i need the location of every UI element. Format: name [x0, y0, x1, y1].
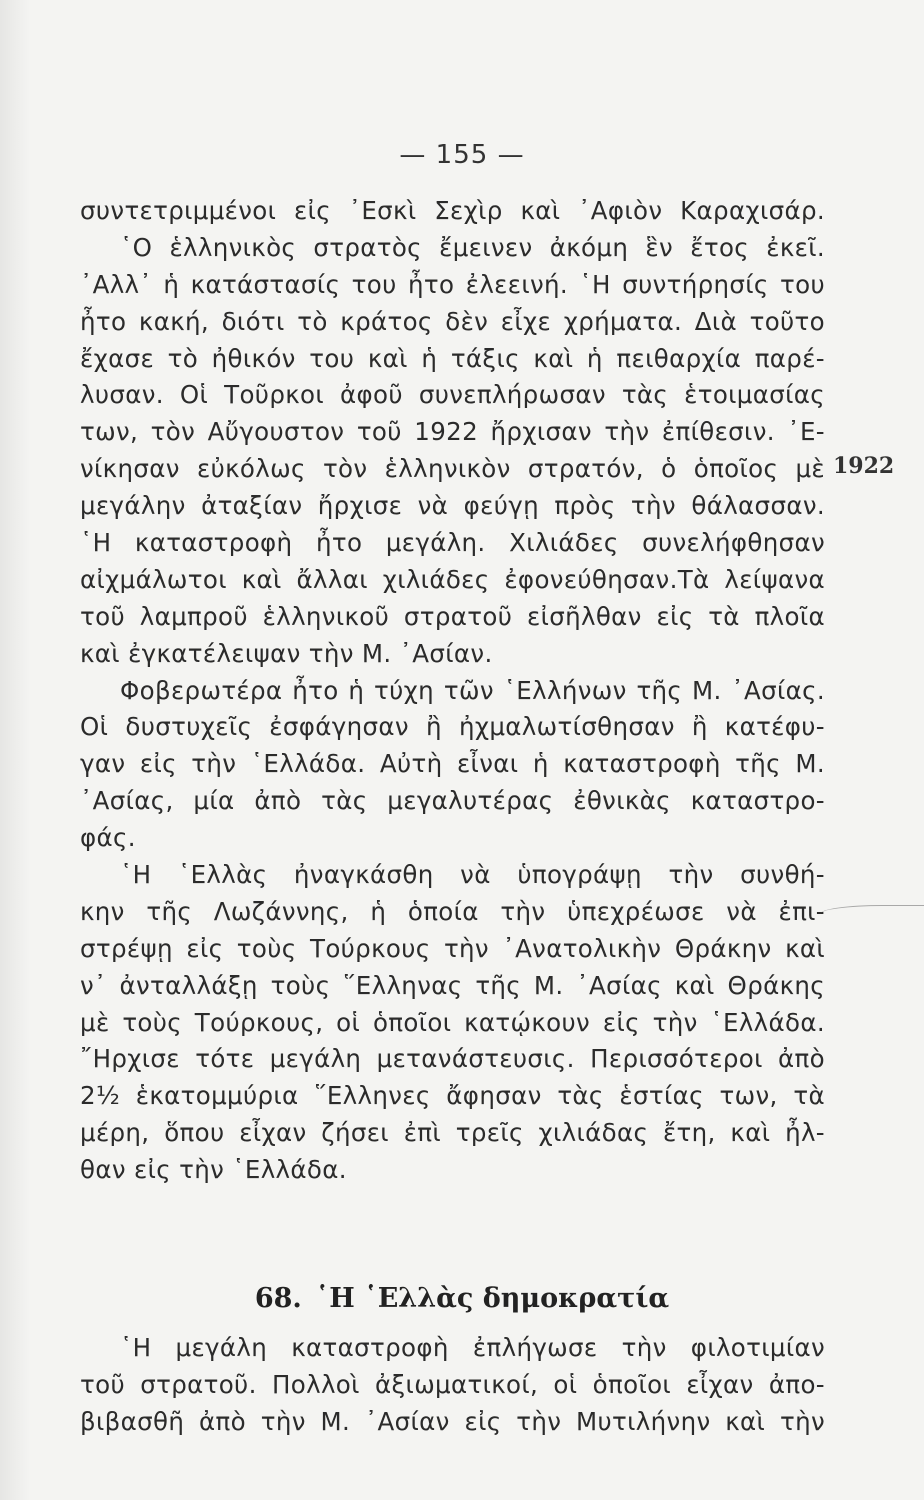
text-line: τοῦ στρατοῦ. Πολλοὶ ἀξιωματικοί, οἱ ὁποῖοι εἶχαν ἀπο-	[80, 1369, 825, 1399]
text-line: μεγάλην ἀταξίαν ἤρχισε νὰ φεύγῃ πρὸς τὴν θάλασσαν.	[80, 491, 825, 521]
text-line: μὲ τοὺς Τούρκους, οἱ ὁποῖοι κατῴκουν εἰς τὴν ῾Ελλάδα.	[80, 1007, 825, 1037]
section-title: ῾Η ῾Ελλὰς δημοκρατία	[315, 1283, 670, 1314]
pencil-mark	[820, 905, 924, 920]
text-line: ν᾿ ἀνταλλάξῃ τοὺς ῞Ελληνας τῆς Μ. ᾿Ασίας καὶ Θράκης	[80, 970, 825, 1000]
text-line: ῾Ο ἑλληνικὸς στρατὸς ἔμεινεν ἀκόμη ἓν ἔτος ἐκεῖ.	[120, 232, 825, 262]
text-line: νίκησαν εὐκόλως τὸν ἑλληνικὸν στρατόν, ὁ ὁποῖος μὲ	[80, 454, 825, 484]
text-line: ῾Η μεγάλη καταστροφὴ ἐπλήγωσε τὴν φιλοτιμίαν	[120, 1333, 825, 1362]
text-line: τοῦ λαμπροῦ ἑλληνικοῦ στρατοῦ εἰσῆλθαν εἰς τὰ πλοῖα	[80, 601, 825, 631]
text-line: συντετριμμένοι εἰς ᾿Εσκὶ Σεχὶρ καὶ ᾿Αφιὸν Καραχισάρ.	[80, 196, 825, 225]
text-line: ᾿Ασίας, μία ἀπὸ τὰς μεγαλυτέρας ἐθνικὰς καταστρο-	[80, 786, 825, 816]
text-line: αἰχμάλωτοι καὶ ἄλλαι χιλιάδες ἐφονεύθησαν.Τὰ λείψανα	[80, 564, 825, 594]
body-text	[80, 193, 825, 1189]
text-line: μέρη, ὅπου εἶχαν ζήσει ἐπὶ τρεῖς χιλιάδας ἔτη, καὶ ἦλ-	[80, 1118, 825, 1148]
text-line: ῎Ηρχισε τότε μεγάλη μετανάστευσις. Περισσότεροι ἀπὸ	[80, 1044, 825, 1074]
text-line: ῾Η ῾Ελλὰς ἠναγκάσθη νὰ ὑπογράψῃ τὴν συνθή-	[120, 860, 825, 890]
text-line: των, τὸν Αὔγουστον τοῦ 1922 ἤρχισαν τὴν ἐπίθεσιν. ᾿Ε-	[80, 417, 825, 447]
text-line: ᾿Αλλ᾿ ἡ κατάστασίς του ἦτο ἐλεεινή. ῾Η συντήρησίς του	[80, 269, 825, 299]
text-line: ἔχασε τὸ ἠθικόν του καὶ ἡ τάξις καὶ ἡ πειθαρχία παρέ-	[80, 343, 825, 373]
text-line: βιβασθῆ ἀπὸ τὴν Μ. ᾿Ασίαν εἰς τὴν Μυτιλήνην καὶ τὴν	[80, 1406, 825, 1436]
section-number: 68.	[254, 1283, 302, 1314]
text-line: 2½ ἑκατομμύρια ῞Ελληνες ἄφησαν τὰς ἑστίας των, τὰ	[80, 1081, 825, 1111]
text-line: Οἱ δυστυχεῖς ἐσφάγησαν ἢ ἠχμαλωτίσθησαν ἢ κατέφυ-	[80, 712, 825, 742]
text-line: λυσαν. Οἱ Τοῦρκοι ἀφοῦ συνεπλήρωσαν τὰς ἑτοιμασίας	[80, 380, 825, 410]
text-line: θαν εἰς τὴν ῾Ελλάδα.	[80, 1155, 347, 1185]
text-line: κην τῆς Λωζάννης, ἡ ὁποία τὴν ὑπεχρέωσε νὰ ἐπι-	[80, 896, 825, 926]
text-line: ἦτο κακή, διότι τὸ κράτος δὲν εἶχε χρήματα. Διὰ τοῦτο	[80, 306, 825, 336]
text-line: φάς.	[80, 823, 136, 853]
text-line: Φοβερωτέρα ἦτο ἡ τύχη τῶν ῾Ελλήνων τῆς Μ. ᾿Ασίας.	[120, 675, 825, 705]
text-line: καὶ ἐγκατέλειψαν τὴν Μ. ᾿Ασίαν.	[80, 638, 493, 668]
margin-year-note: 1922	[833, 453, 895, 479]
text-line: ῾Η καταστροφὴ ἦτο μεγάλη. Χιλιάδες συνελήφθησαν	[80, 528, 825, 558]
page-number: — 155 —	[399, 140, 525, 170]
body-text-section-68	[80, 1330, 825, 1441]
text-line: γαν εἰς τὴν ῾Ελλάδα. Αὐτὴ εἶναι ἡ καταστροφὴ τῆς Μ.	[80, 749, 825, 779]
section-heading	[0, 1283, 924, 1314]
text-line: στρέψῃ εἰς τοὺς Τούρκους τὴν ᾿Ανατολικὴν Θράκην καὶ	[80, 933, 825, 963]
